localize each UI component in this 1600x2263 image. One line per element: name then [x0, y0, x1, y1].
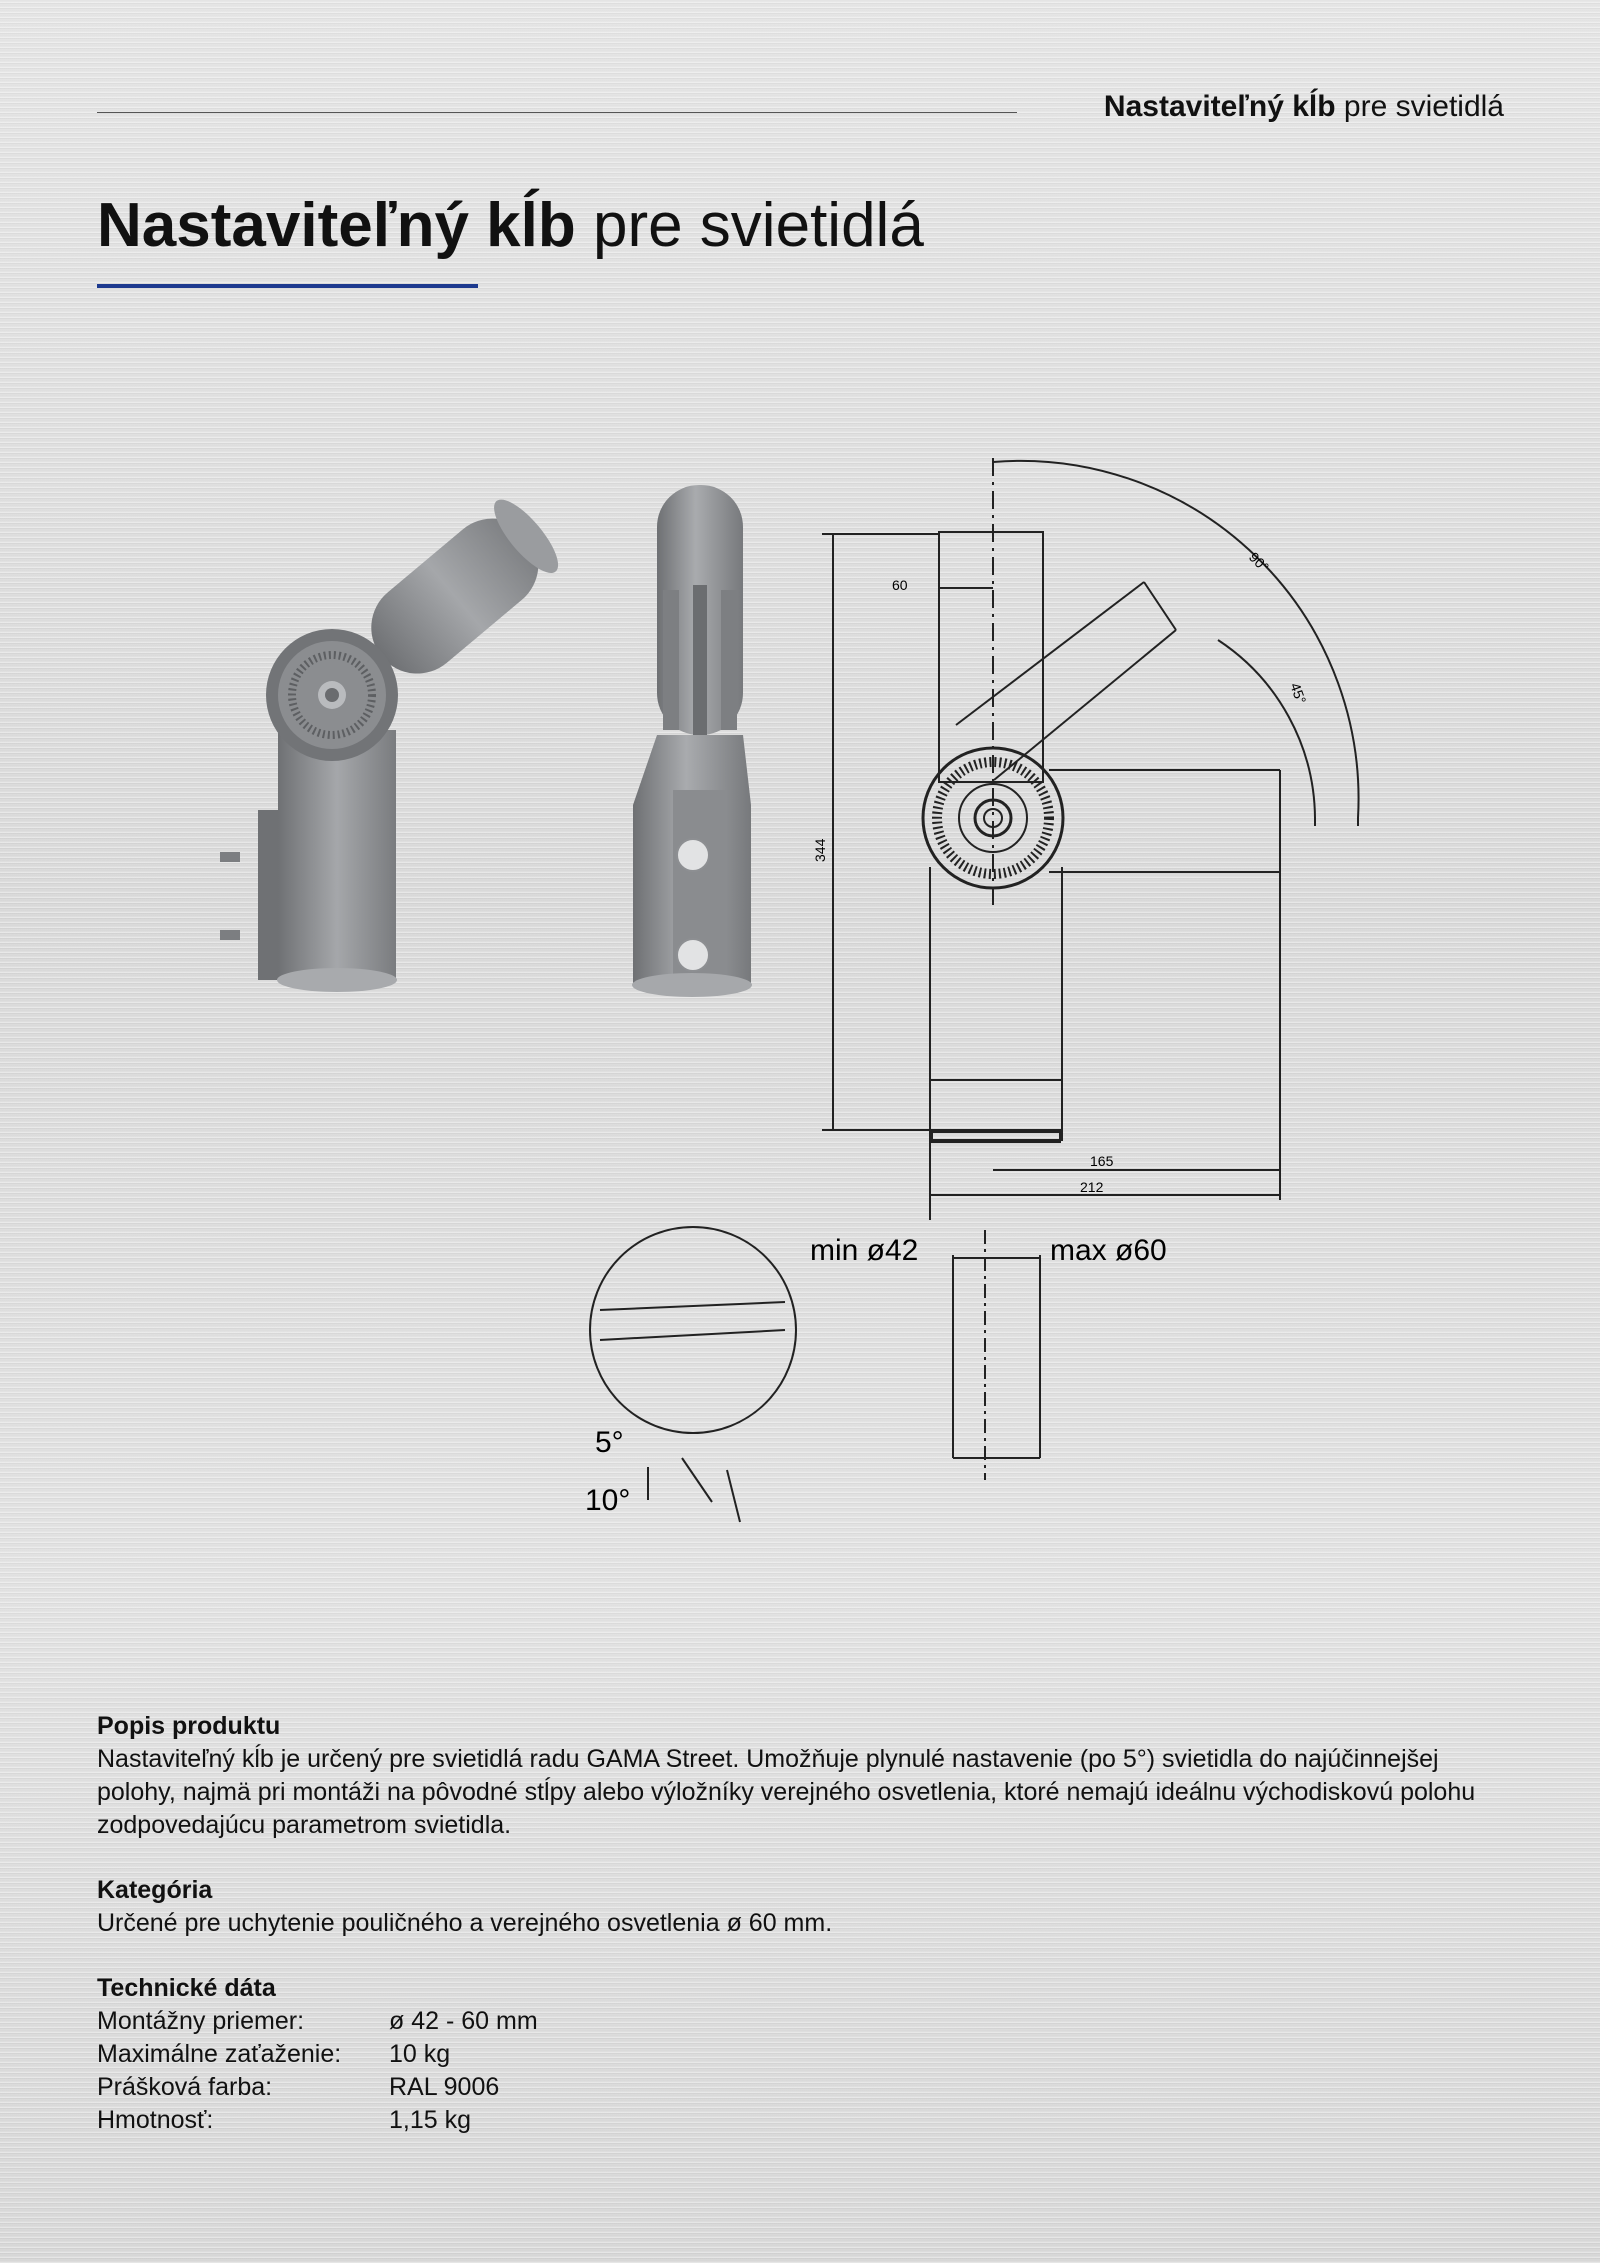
spec-row: [97, 2071, 1507, 2104]
spec-row: [97, 2038, 1507, 2071]
spec-label: Montážny priemer:: [97, 2007, 305, 2035]
spec-label: Hmotnosť:: [97, 2106, 214, 2134]
header-title-rest: pre svietidlá: [1335, 90, 1504, 123]
page-title-rest: pre svietidlá: [575, 191, 924, 260]
spec-label: Prášková farba:: [97, 2073, 273, 2101]
drawing-angle-10: 10°: [585, 1484, 631, 1517]
page-title-bold: Nastaviteľný kĺb: [97, 191, 576, 260]
drawing-max-diameter: max ø60: [1050, 1234, 1167, 1267]
category-section: [97, 1874, 1507, 1940]
product-photo-angled: [220, 480, 580, 1010]
drawing-dim-165: 165: [1090, 1153, 1114, 1169]
technical-drawing: [560, 440, 1380, 1540]
title-underline: [97, 284, 478, 288]
spec-row: [97, 2104, 1507, 2137]
specs-section: [97, 1972, 1507, 2137]
spec-value: ø 42 - 60 mm: [389, 2007, 538, 2035]
drawing-angle-45: 45°: [1287, 680, 1310, 706]
category-text: Určené pre uchytenie pouličného a verejného osvetlenia ø 60 mm.: [97, 1909, 833, 1937]
spec-value: 10 kg: [389, 2040, 451, 2068]
content: [97, 1710, 1507, 2169]
page-title: [97, 190, 924, 261]
header-title-bold: Nastaviteľný kĺb: [1103, 90, 1336, 123]
description-section: [97, 1710, 1507, 1842]
drawing-angle-90: 90°: [1245, 548, 1273, 576]
description-title: Popis produktu: [97, 1712, 281, 1740]
header-rule: [97, 112, 1017, 113]
spec-value: RAL 9006: [389, 2073, 500, 2101]
drawing-dim-344: 344: [812, 838, 828, 862]
drawing-min-diameter: min ø42: [810, 1234, 919, 1267]
drawing-dim-212: 212: [1080, 1179, 1104, 1195]
description-text: Nastaviteľný kĺb je určený pre svietidlá radu GAMA Street. Umožňuje plynulé nastavenie (po 5°) svietidla do najúčinnejšej polohy, najmä pri montáži na pôvodné stĺpy alebo výložníky verejného osvetlenia, ktoré nemajú ideálnu východiskovú polohu zodpovedajúcu parametrom svietidla.: [97, 1745, 1476, 1839]
drawing-dim-60: 60: [892, 577, 908, 593]
category-title: Kategória: [97, 1876, 213, 1904]
spec-row: [97, 2005, 1507, 2038]
header-title: [1104, 90, 1504, 124]
spec-value: 1,15 kg: [389, 2106, 472, 2134]
spec-label: Maximálne zaťaženie:: [97, 2040, 342, 2068]
specs-title: Technické dáta: [97, 1974, 276, 2002]
drawing-angle-5: 5°: [595, 1426, 624, 1459]
